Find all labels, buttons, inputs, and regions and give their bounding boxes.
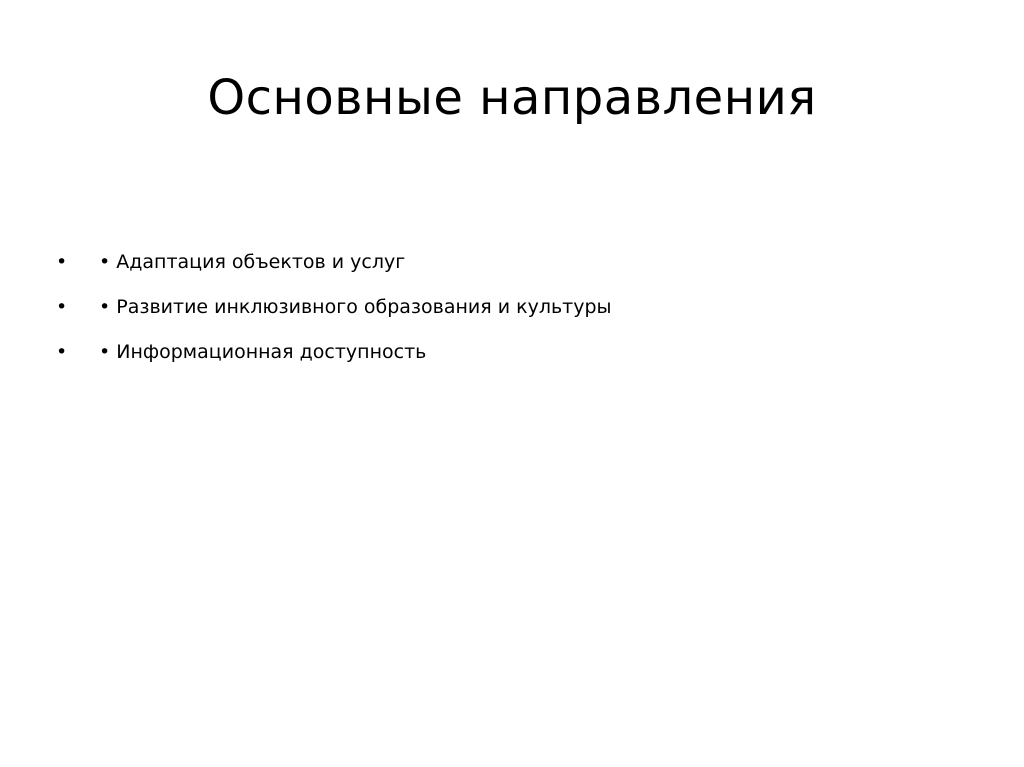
bullet-text: • Развитие инклюзивного образования и культуры — [99, 296, 612, 318]
bullet-text: • Информационная доступность — [99, 341, 427, 363]
list-item — [56, 330, 956, 375]
list-item — [56, 285, 956, 330]
bullet-marker: • — [56, 341, 68, 363]
bullet-list — [56, 240, 956, 375]
slide-title: Основные направления — [207, 70, 817, 126]
bullet-text: • Адаптация объектов и услуг — [99, 251, 406, 273]
bullet-marker: • — [56, 296, 68, 318]
list-item — [56, 240, 956, 285]
bullet-marker: • — [56, 251, 68, 273]
